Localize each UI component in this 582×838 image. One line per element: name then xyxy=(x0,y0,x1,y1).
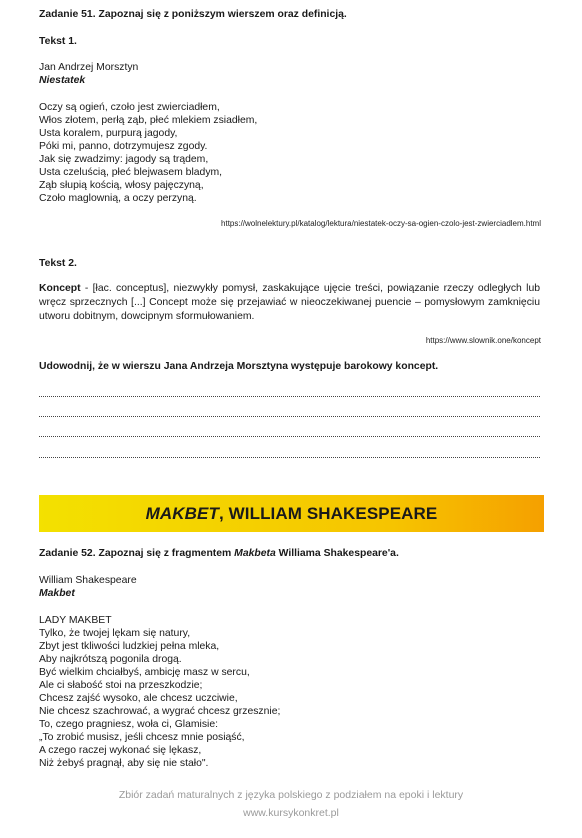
banner-title-rest: , WILLIAM SHAKESPEARE xyxy=(218,503,438,523)
drama-author: William Shakespeare xyxy=(39,575,137,586)
task52-heading-post: Williama Shakespeare'a. xyxy=(275,548,399,559)
drama-line: Być wielkim chciałbyś, ambicję masz w sercu, xyxy=(39,667,250,678)
footer-website-link[interactable]: www.kursykonkret.pl xyxy=(243,807,339,819)
poem-line: Póki mi, panno, dotrzymujesz zgody. xyxy=(39,141,208,152)
poem-line: Jak się zwadzimy: jagody są trądem, xyxy=(39,154,209,165)
text1-label: Tekst 1. xyxy=(39,36,77,47)
drama-line: To, czego pragniesz, woła ci, Glamisie: xyxy=(39,719,219,730)
answer-line[interactable] xyxy=(39,436,540,437)
text2-label: Tekst 2. xyxy=(39,258,77,269)
drama-line: A czego raczej wykonać się lękasz, xyxy=(39,745,202,756)
answer-line[interactable] xyxy=(39,416,540,417)
definition-body: - [łac. conceptus], niezwykły pomysł, zaskakujące ujęcie treści, powiązanie rzeczy odległych lub wręcz sprzecznych [...] Concept może się przejawiać w nieoczekiwanej puencie – pomysłowym zamknięciu utworu dobitnym, dowcipnym sformułowaniem. xyxy=(39,283,540,322)
drama-line: Nie chcesz szachrować, a wygrać chcesz grzesznie; xyxy=(39,706,281,717)
banner-title-italic: MAKBET xyxy=(145,503,219,523)
poem-line: Usta koralem, purpurą jagody, xyxy=(39,128,178,139)
definition-term: Koncept xyxy=(39,283,81,294)
answer-line[interactable] xyxy=(39,457,540,458)
drama-line: Niż żebyś pragnął, aby się nie stało". xyxy=(39,758,209,769)
definition-paragraph xyxy=(39,282,540,324)
drama-line: Chcesz zajść wysoko, ale chcesz uczciwie, xyxy=(39,693,238,704)
section-banner-title xyxy=(146,504,438,524)
drama-line: Aby najkrótszą pogonila drogą. xyxy=(39,654,182,665)
poem-line: Oczy są ogień, czoło jest zwierciadłem, xyxy=(39,102,220,113)
poem-line: Usta czeluścią, płeć blejwasem bladym, xyxy=(39,167,223,178)
drama-line: Ale ci słabość stoi na przeszkodzie; xyxy=(39,680,203,691)
drama-title: Makbet xyxy=(39,588,75,599)
footer-caption: Zbiór zadań maturalnych z języka polskiego z podziałem na epoki i lektury xyxy=(118,789,464,801)
source-link-1[interactable]: https://wolnelektury.pl/katalog/lektura/niestatek-oczy-sa-ogien-czolo-jest-zwierciadlem.html xyxy=(221,219,541,228)
task52-heading-italic: Makbeta xyxy=(234,548,276,559)
task51-heading: Zadanie 51. Zapoznaj się z poniższym wierszem oraz definicją. xyxy=(39,9,347,20)
task52-heading-pre: Zadanie 52. Zapoznaj się z fragmentem xyxy=(39,548,235,559)
poem-author: Jan Andrzej Morsztyn xyxy=(39,62,139,73)
drama-line: Tylko, że twojej lękam się natury, xyxy=(39,628,191,639)
task51-question: Udowodnij, że w wierszu Jana Andrzeja Morsztyna występuje barokowy koncept. xyxy=(39,361,439,372)
poem-line: Czoło maglownią, a oczy perzyną. xyxy=(39,193,197,204)
drama-line: „To zrobić musisz, jeśli chcesz mnie posiąść, xyxy=(39,732,245,743)
poem-line: Ząb słupią kością, włosy pajęczyną, xyxy=(39,180,204,191)
task52-heading xyxy=(39,547,399,560)
source-link-2[interactable]: https://www.slownik.one/koncept xyxy=(425,336,541,345)
answer-line[interactable] xyxy=(39,396,540,397)
section-banner xyxy=(39,495,544,532)
speaker-name: LADY MAKBET xyxy=(39,615,112,626)
drama-line: Zbyt jest tkliwości ludzkiej pełna mleka, xyxy=(39,641,220,652)
poem-line: Włos złotem, perłą ząb, płeć mlekiem zsiadłem, xyxy=(39,115,258,126)
poem-title: Niestatek xyxy=(39,75,86,86)
